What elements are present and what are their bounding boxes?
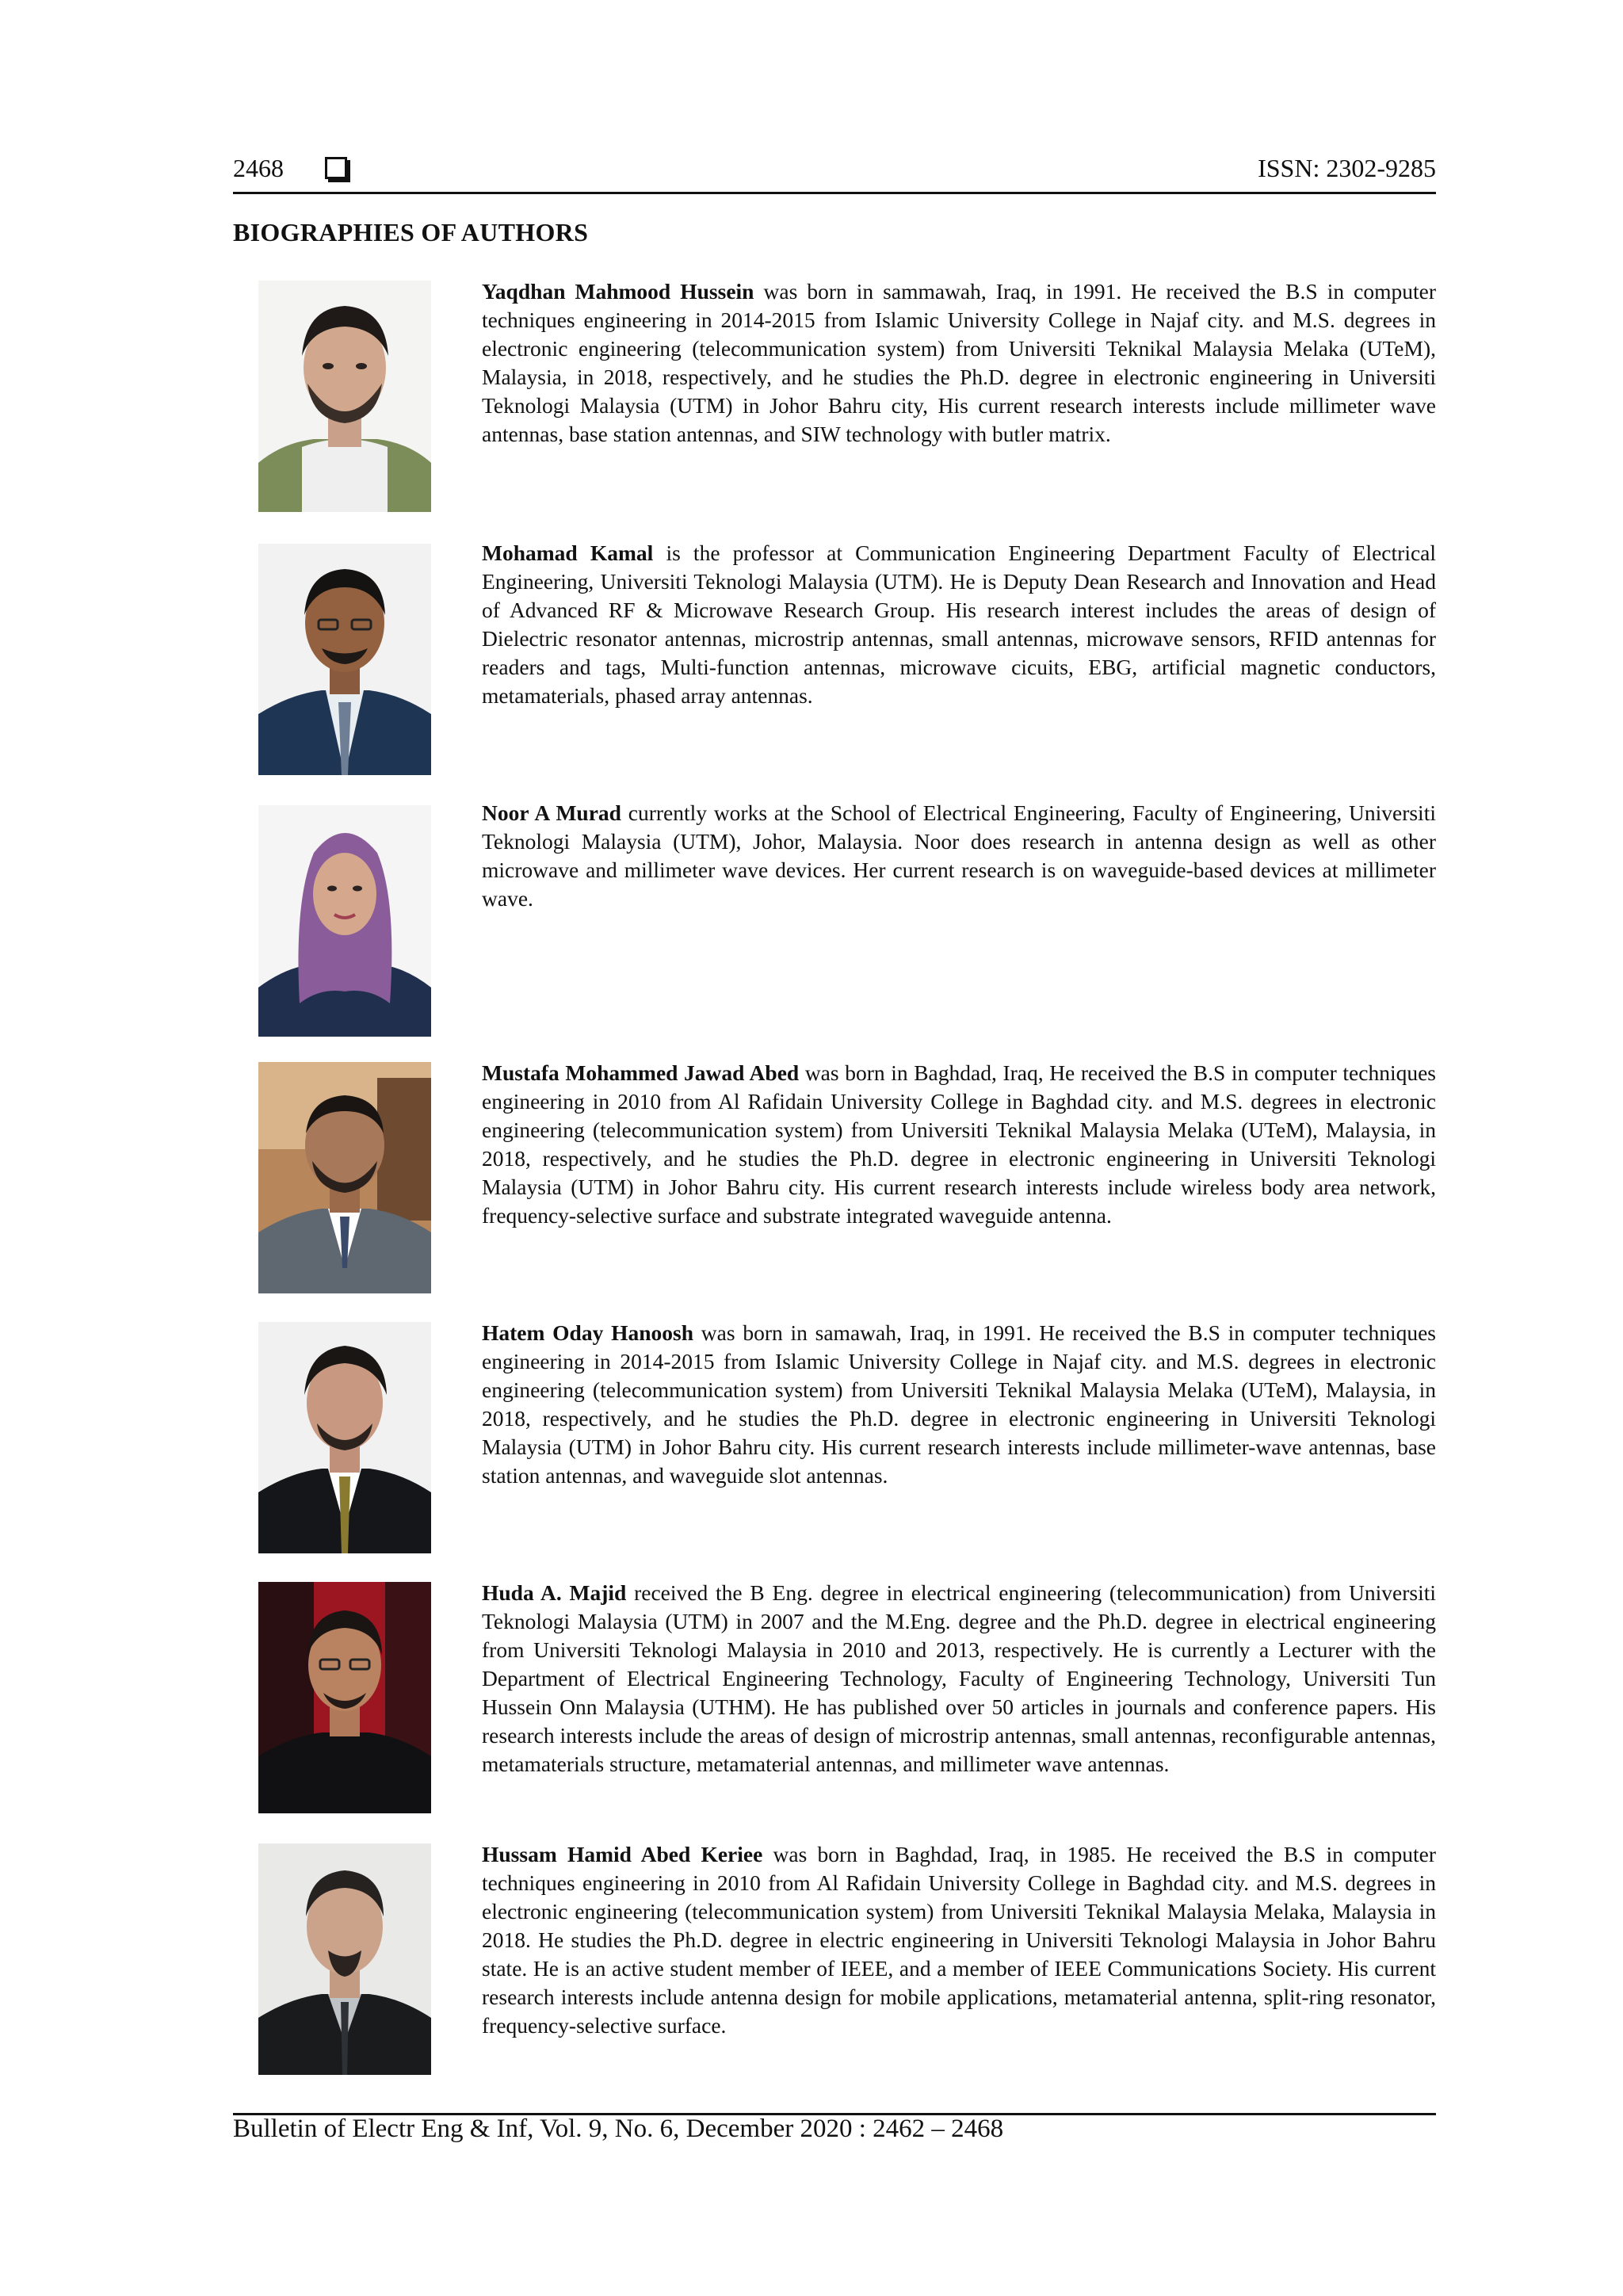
author-bio-text-1: Yaqdhan Mahmood Hussein was born in sammawah, Iraq, in 1991. He received the B.S in computer techniques engineering in 2014-2015 from Islamic University College in Najaf city. and M.S. degrees in electronic engineering (telecommunication system) from Universiti Teknikal Malaysia Melaka (UTeM), Malaysia, in 2018, respectively, and he studies the Ph.D. degree in electronic engineering in Universiti Teknologi Malaysia (UTM) in Johor Bahru city, His current research interests include millimeter wave antennas, base station antennas, and SIW technology with butler matrix. bbox=[482, 279, 1436, 446]
author-name-7: Hussam Hamid Abed Keriee bbox=[482, 1842, 763, 1866]
author-name-6: Huda A. Majid bbox=[482, 1580, 627, 1605]
author-bio-4 bbox=[233, 1059, 1436, 1297]
author-photo-1 bbox=[258, 281, 431, 512]
author-name-4: Mustafa Mohammed Jawad Abed bbox=[482, 1060, 800, 1085]
author-photo-2 bbox=[258, 544, 431, 775]
header-rule bbox=[233, 192, 1436, 194]
author-bio-3 bbox=[233, 799, 1436, 1037]
author-bio-text-2: Mohamad Kamal is the professor at Communication Engineering Department Faculty of Electrical Engineering, Universiti Teknologi Malaysia (UTM). He is Deputy Dean Research and Innovation and Head of Advanced RF & Microwave Research Group. His research interest includes the areas of design of Dielectric resonator antennas, microstrip antennas, small antennas, microwave sensors, RFID antennas for readers and tags, Multi-function antennas, microwave cicuits, EBG, artificial magnetic conductors, metamaterials, phased array antennas. bbox=[482, 541, 1437, 708]
author-name-1: Yaqdhan Mahmood Hussein bbox=[482, 279, 754, 304]
author-bio-text-4: Mustafa Mohammed Jawad Abed was born in Baghdad, Iraq, He received the B.S in computer techniques engineering in 2010 from Al Rafidain University College in Baghdad city. and M.S. degrees in electronic engineering (telecommunication system) from Universiti Teknikal Malaysia Melaka (UTeM), Malaysia, in 2018, respectively, and he studies the Ph.D. degree in electronic engineering in Universiti Teknologi Malaysia (UTM) in Johor Bahru city. His current research interests include wireless body area network, frequency-selective surface and substrate integrated waveguide antenna. bbox=[482, 1060, 1436, 1228]
author-bio-text-5: Hatem Oday Hanoosh was born in samawah, Iraq, in 1991. He received the B.S in computer techniques engineering in 2014-2015 from Islamic University College in Najaf city. and M.S. degrees in electronic engineering (telecommunication system) from Universiti Teknikal Malaysia Melaka (UTeM), Malaysia, in 2018, respectively, and he studies the Ph.D. degree in electronic engineering in Universiti Teknologi Malaysia (UTM) in Johor Bahru city. His current research interests include millimeter-wave antennas, base station antennas, and waveguide slot antennas. bbox=[482, 1320, 1436, 1488]
author-bio-text-6: Huda A. Majid received the B Eng. degree in electrical engineering (telecommunication) from Universiti Teknologi Malaysia (UTM) in 2007 and the M.Eng. degree and the Ph.D. degree in electrical engineering from Universiti Teknologi Malaysia in 2010 and 2013, respectively. He is currently a Lecturer with the Department of Electrical Engineering Technology, Faculty of Engineering Technology, Universiti Tun Hussein Onn Malaysia (UTHM). He has published over 50 articles in journals and conference papers. His research interests include the areas of design of microstrip antennas, small antennas, reconfigurable antennas, metamaterials structure, metamaterial antennas, and millimeter wave antennas. bbox=[482, 1580, 1436, 1776]
author-name-3: Noor A Murad bbox=[482, 800, 621, 825]
author-photo-6 bbox=[258, 1582, 431, 1813]
author-bio-2 bbox=[233, 539, 1436, 777]
author-name-5: Hatem Oday Hanoosh bbox=[482, 1320, 694, 1345]
author-name-2: Mohamad Kamal bbox=[482, 541, 654, 565]
author-photo-5 bbox=[258, 1322, 431, 1553]
author-bio-text-7: Hussam Hamid Abed Keriee was born in Baghdad, Iraq, in 1985. He received the B.S in computer techniques engineering in 2010 from Al Rafidain University College in Baghdad city. and M.S. degrees in electronic engineering (telecommunication system) from Universiti Teknikal Malaysia Melaka, Malaysia in 2018. He studies the Ph.D. degree in electric engineering in Universiti Teknologi Malaysia in Johor Bahru state. He is an active student member of IEEE, and a member of IEEE Communications Society. His current research interests include antenna design for mobile applications, metamaterial antenna, split-ring resonator, frequency-selective surface. bbox=[482, 1842, 1436, 2038]
page-header bbox=[233, 149, 1436, 197]
section-title: BIOGRAPHIES OF AUTHORS bbox=[233, 218, 589, 246]
author-bio-7 bbox=[233, 1840, 1436, 2086]
author-bio-1 bbox=[233, 277, 1436, 515]
issn-label: ISSN: 2302-9285 bbox=[1258, 154, 1436, 182]
page-number: 2468 bbox=[233, 154, 284, 182]
page-footer: Bulletin of Electr Eng & Inf, Vol. 9, No. 6, December 2020 : 2462 – 2468 bbox=[233, 2115, 1004, 2143]
author-photo-4 bbox=[258, 1062, 431, 1293]
author-photo-7 bbox=[258, 1843, 431, 2075]
author-bio-text-3: Noor A Murad currently works at the School of Electrical Engineering, Faculty of Engineering, Universiti Teknologi Malaysia (UTM), Johor, Malaysia. Noor does research in antenna design as well as other microwave and millimeter wave devices. Her current research is on waveguide-based devices at millimeter wave. bbox=[482, 800, 1436, 911]
box-icon bbox=[325, 157, 347, 179]
author-bio-6 bbox=[233, 1579, 1436, 1817]
author-bio-5 bbox=[233, 1319, 1436, 1557]
author-photo-3 bbox=[258, 805, 431, 1037]
